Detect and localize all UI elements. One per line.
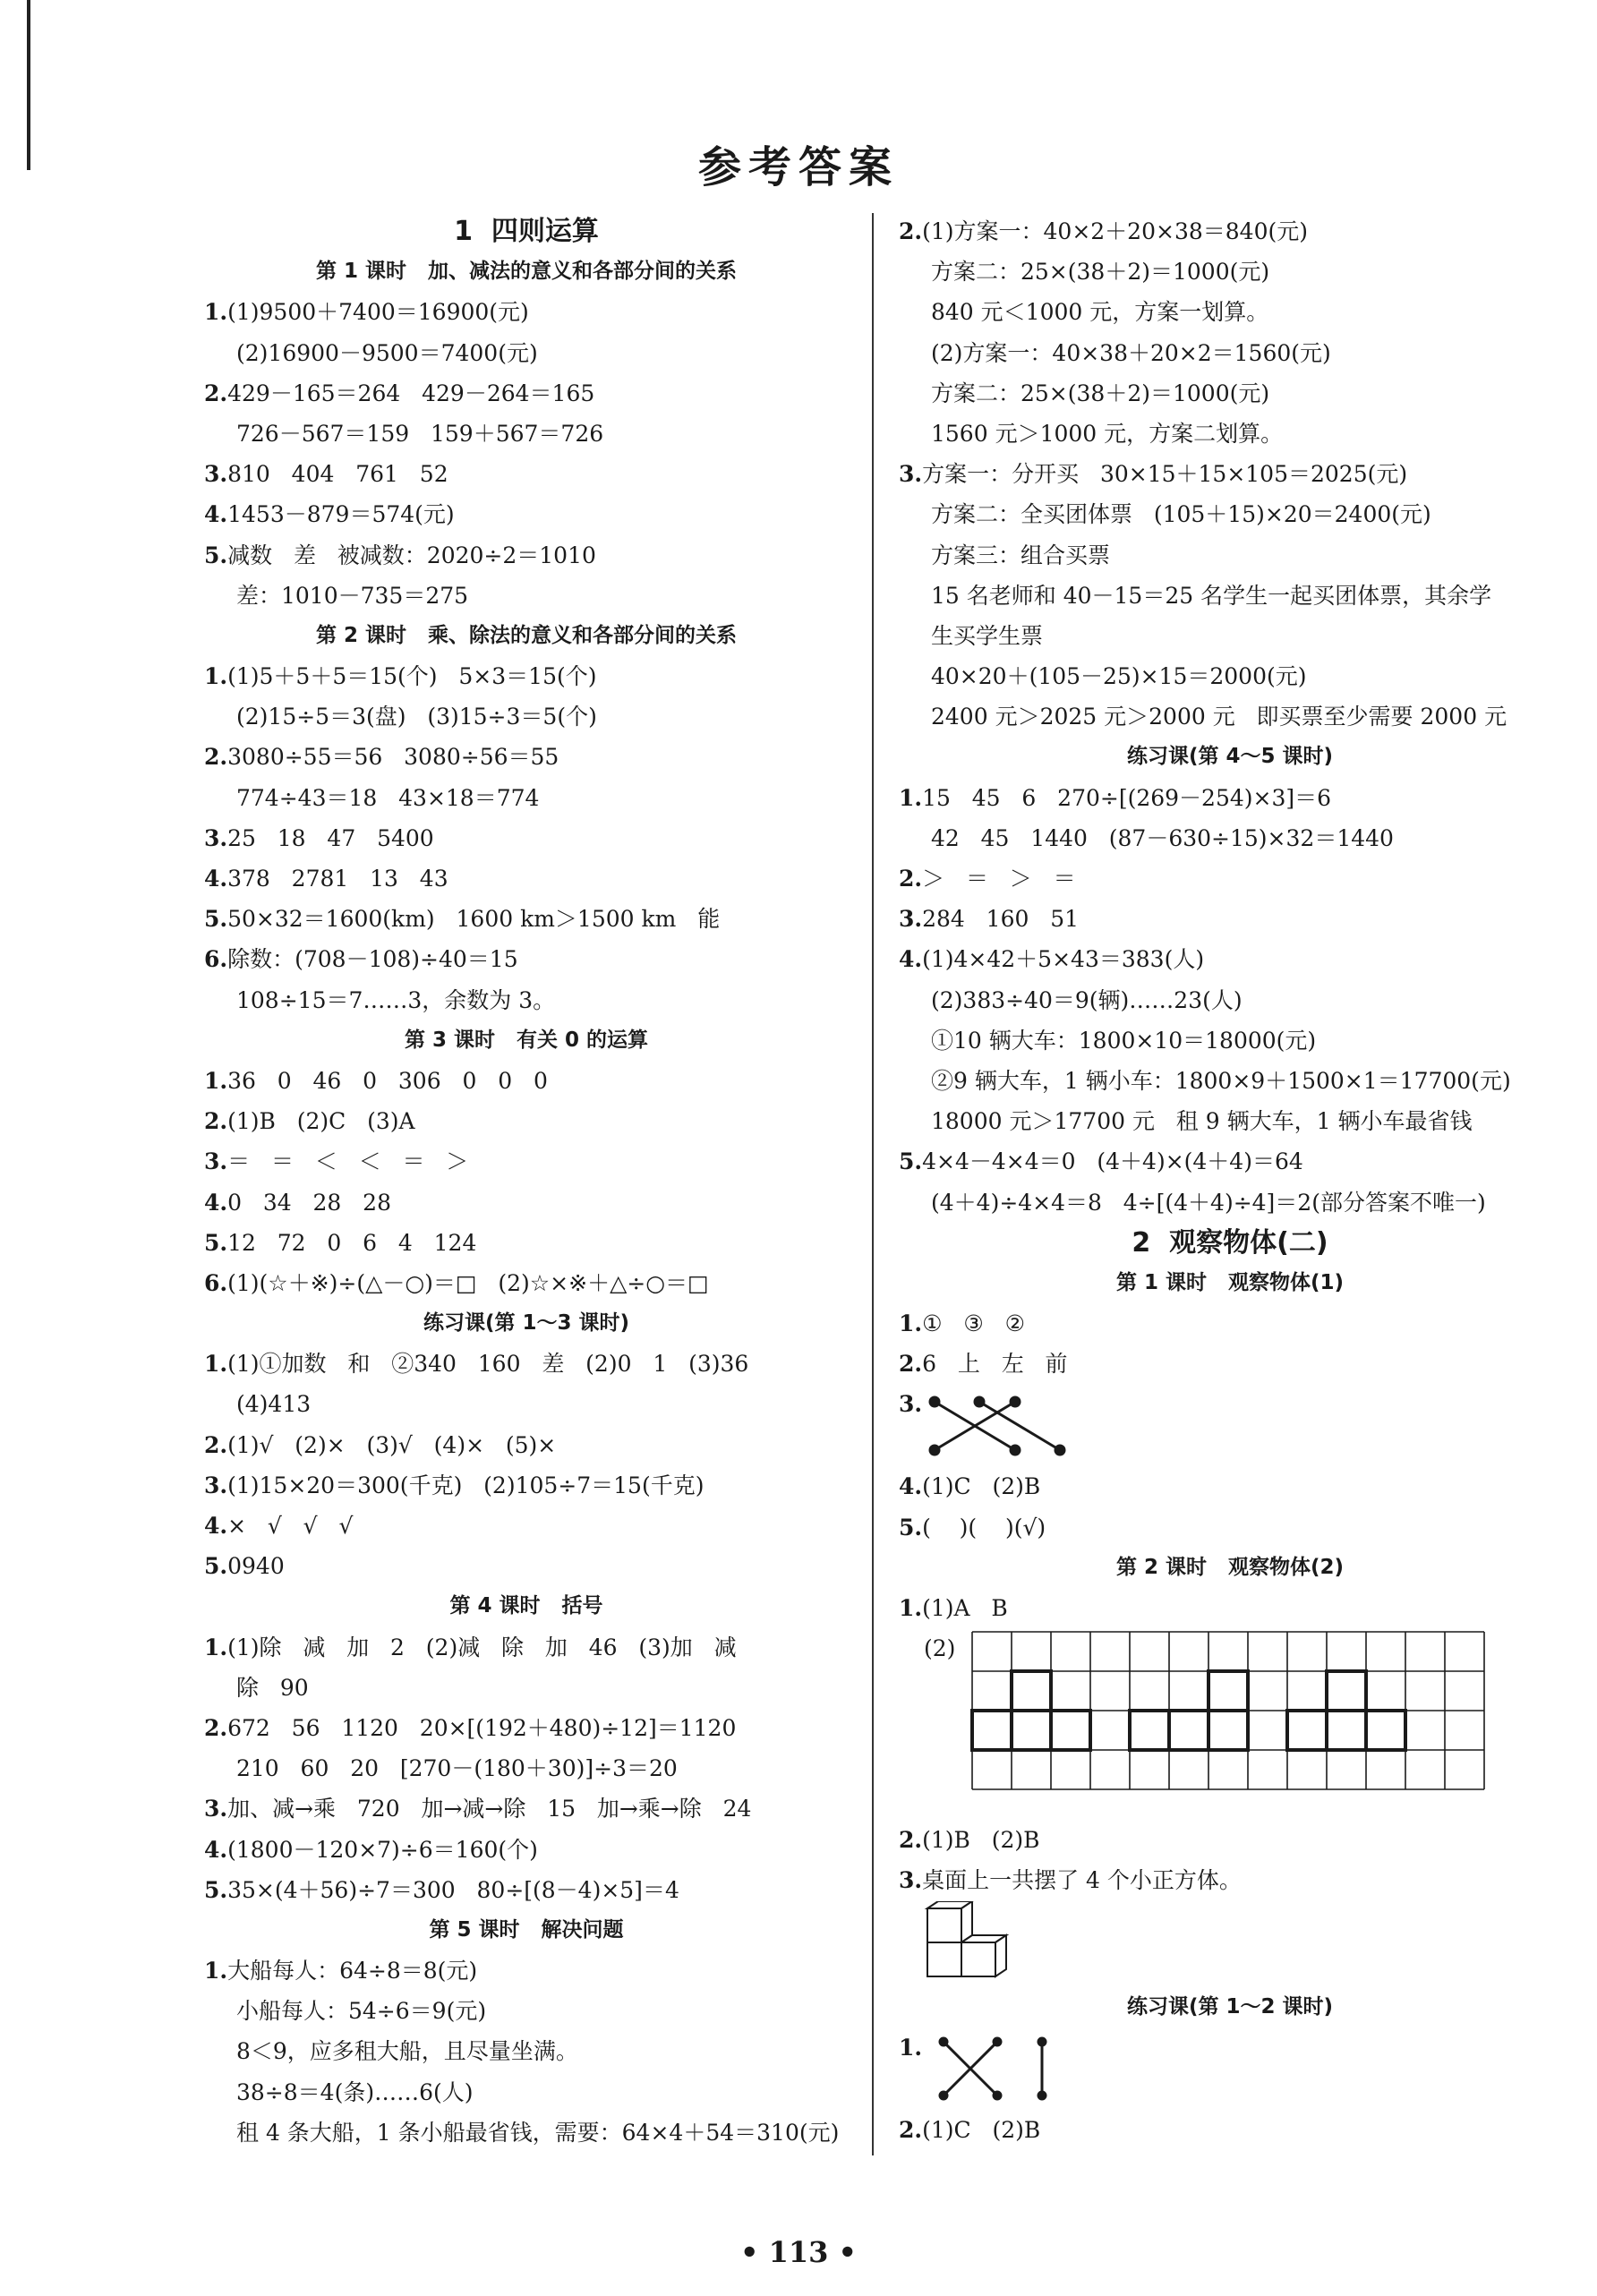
answer-text: (1)①加数 和 ②340 160 差 (2)0 1 (3)36 <box>227 1351 749 1378</box>
answer-line <box>899 454 1561 494</box>
answer-line <box>899 1860 1561 1900</box>
grid-figure-row <box>899 1628 1561 1820</box>
square-grid-figure <box>970 1628 1499 1820</box>
highlighted-square <box>1208 1711 1248 1750</box>
question-number: 1. <box>204 1958 228 1984</box>
answer-continuation: 840 元＜1000 元，方案一划算。 <box>931 299 1269 326</box>
answer-line <box>204 1788 849 1829</box>
answer-continuation: 42 45 1440 (87－630÷15)×32＝1440 <box>931 824 1394 851</box>
right-answer-list-b <box>899 1466 1561 1628</box>
question-number: 2. <box>899 1827 923 1854</box>
lesson-heading: 第 5 课时 解决问题 <box>429 1917 624 1942</box>
question-number: 5. <box>204 1229 228 1256</box>
answer-text: 6 上 左 前 <box>922 1351 1068 1378</box>
question-number: 2. <box>204 1108 228 1135</box>
figure-question-number: 3. <box>899 1391 923 1418</box>
answer-continuation: (4)413 <box>236 1391 312 1418</box>
question-number: 1. <box>899 1310 923 1337</box>
answer-text: ① ③ ② <box>922 1310 1026 1337</box>
answer-line <box>204 1223 849 1263</box>
highlighted-square <box>1287 1711 1327 1750</box>
answer-line <box>204 292 849 332</box>
question-number: 3. <box>204 1796 228 1822</box>
answer-line <box>204 373 849 414</box>
right-answer-list-c <box>899 1820 1561 1900</box>
page-number: • 113 • <box>740 2235 857 2269</box>
answer-text: (1)9500＋7400＝16900(元) <box>227 299 529 326</box>
answer-text: ＞ ＝ ＞ ＝ <box>922 866 1076 892</box>
answer-text: × √ √ √ <box>227 1513 354 1539</box>
answer-text: ＝ ＝ ＜ ＜ ＝ ＞ <box>227 1148 469 1175</box>
answer-continuation: 生买学生票 <box>931 622 1044 649</box>
lesson-heading: 第 2 课时 乘、除法的意义和各部分间的关系 <box>315 623 738 647</box>
question-number: 1. <box>204 1067 228 1094</box>
answer-text: 35×(4＋56)÷7＝300 80÷[(8－4)×5]＝4 <box>227 1876 679 1903</box>
answer-text: 0940 <box>227 1553 285 1580</box>
answer-text: (1)除 减 加 2 (2)减 除 加 46 (3)加 减 <box>227 1634 737 1660</box>
answer-continuation: 小船每人：54÷6＝9(元) <box>236 1998 487 2025</box>
answer-line <box>204 899 849 939</box>
answer-line <box>204 1141 849 1182</box>
question-number: 2. <box>899 1351 923 1378</box>
practice-question-number: 1. <box>899 2034 923 2061</box>
answer-text: (1)C (2)B <box>922 1473 1041 1500</box>
practice-lines-figure <box>935 2027 1114 2110</box>
answer-continuation: (2)16900－9500＝7400(元) <box>236 339 538 366</box>
question-number: 4. <box>204 1836 228 1863</box>
question-number: 1. <box>899 784 923 811</box>
lesson-heading: 第 1 课时 观察物体(1) <box>1115 1270 1345 1294</box>
answer-line <box>899 1588 1561 1628</box>
answer-continuation: 1560 元＞1000 元，方案二划算。 <box>931 420 1284 447</box>
question-number: 2. <box>204 380 228 406</box>
answer-text: 50×32＝1600(km) 1600 km＞1500 km 能 <box>227 906 721 933</box>
answer-text: 减数 差 被减数：2020÷2＝1010 <box>227 542 596 568</box>
question-number: 2. <box>204 1714 228 1741</box>
answer-line <box>204 1627 849 1668</box>
answer-text: (1)(☆＋※)÷(△－○)＝□ (2)☆×※＋△÷○＝□ <box>227 1269 709 1296</box>
question-number: 1. <box>204 1351 228 1378</box>
question-number: 3. <box>899 906 923 933</box>
answer-text: (1)5＋5＋5＝15(个) 5×3＝15(个) <box>227 663 597 690</box>
answer-line <box>899 1820 1561 1860</box>
answer-continuation: 726－567＝159 159＋567＝726 <box>236 420 604 447</box>
question-number: 1. <box>899 1595 923 1621</box>
highlighted-square <box>1208 1671 1248 1711</box>
question-number: 4. <box>899 946 923 973</box>
highlighted-square <box>1366 1711 1405 1750</box>
answer-text: 25 18 47 5400 <box>227 824 434 851</box>
answer-line <box>204 535 849 576</box>
question-number: 3. <box>204 824 228 851</box>
answer-line <box>204 1465 849 1506</box>
answer-continuation: 15 名老师和 40－15＝25 名学生一起买团体票，其余学 <box>931 582 1492 609</box>
question-number: 2. <box>899 866 923 892</box>
question-number: 6. <box>204 946 228 973</box>
lesson-heading: 第 4 课时 括号 <box>449 1594 603 1618</box>
answer-continuation: ①10 辆大车：1800×10＝18000(元) <box>931 1027 1317 1054</box>
answer-line <box>204 1263 849 1303</box>
cube-figure-row <box>899 1901 1561 1987</box>
answer-line <box>899 211 1561 252</box>
answer-continuation: (2)15÷5＝3(盘) (3)15÷3＝5(个) <box>236 704 597 730</box>
answer-continuation: 除 90 <box>236 1674 309 1701</box>
question-number: 4. <box>899 1473 923 1500</box>
answer-continuation: 差：1010－735＝275 <box>236 582 469 609</box>
answer-line <box>899 939 1561 979</box>
answer-continuation: 18000 元＞17700 元 租 9 辆大车，1 辆小车最省钱 <box>931 1108 1473 1135</box>
lesson-heading: 练习课(第 1～3 课时) <box>423 1311 630 1336</box>
answer-continuation: 方案二：全买团体票 (105＋15)×20＝2400(元) <box>931 501 1431 528</box>
left-answer-list <box>204 211 849 2153</box>
answer-line <box>204 1101 849 1141</box>
answer-text: 大船每人：64÷8＝8(元) <box>227 1958 478 1984</box>
column-divider <box>872 213 874 2155</box>
section-heading: 2 观察物体(二) <box>1132 1226 1328 1259</box>
answer-line <box>204 1344 849 1384</box>
answer-line <box>204 1506 849 1546</box>
answer-continuation: 38÷8＝4(条)……6(人) <box>236 2078 474 2105</box>
answer-continuation: (2)方案一：40×38＋20×2＝1560(元) <box>931 339 1331 366</box>
answer-line <box>204 656 849 696</box>
answer-continuation: 8＜9，应多租大船，且尽量坐满。 <box>236 2038 578 2065</box>
connection-figure-row <box>899 1384 1561 1466</box>
answer-line <box>204 1708 849 1748</box>
answer-text: 15 45 6 270÷[(269－254)×3]＝6 <box>922 784 1332 811</box>
answer-continuation: 方案三：组合买票 <box>931 542 1111 568</box>
answer-line <box>899 1344 1561 1384</box>
answer-line <box>204 1061 849 1101</box>
answer-line <box>204 1870 849 1910</box>
answer-text: 429－165＝264 429－264＝165 <box>227 380 595 406</box>
answer-text: 36 0 46 0 306 0 0 0 <box>227 1067 548 1094</box>
answer-text: 672 56 1120 20×[(192＋480)÷12]＝1120 <box>227 1714 737 1741</box>
answer-continuation: 租 4 条大船，1 条小船最省钱，需要：64×4＋54＝310(元) <box>236 2119 840 2146</box>
answer-text: 桌面上一共摆了 4 个小正方体。 <box>922 1867 1242 1894</box>
answer-line <box>899 1507 1561 1548</box>
question-number: 4. <box>204 501 228 528</box>
answer-line <box>899 899 1561 939</box>
answer-line <box>204 818 849 858</box>
question-number: 5. <box>204 1553 228 1580</box>
answer-line <box>899 1303 1561 1344</box>
answer-continuation: 210 60 20 [270－(180＋30)]÷3＝20 <box>236 1755 678 1782</box>
answer-line <box>204 1950 849 1991</box>
answer-text: ( )( )(√) <box>922 1514 1046 1541</box>
answer-line <box>204 1830 849 1870</box>
question-number: 5. <box>899 1148 923 1175</box>
question-number: 6. <box>204 1269 228 1296</box>
answer-continuation: ②9 辆大车，1 辆小车：1800×9＋1500×1＝17700(元) <box>931 1067 1511 1094</box>
answer-line <box>899 858 1561 899</box>
answer-text: 加、减→乘 720 加→减→除 15 加→乘→除 24 <box>227 1796 752 1822</box>
answer-text: 12 72 0 6 4 124 <box>227 1229 477 1256</box>
answer-text: (1800－120×7)÷6＝160(个) <box>227 1836 538 1863</box>
answer-continuation: 2400 元＞2025 元＞2000 元 即买票至少需要 2000 元 <box>931 704 1507 730</box>
question-number: 2. <box>899 218 923 244</box>
answer-line <box>204 1425 849 1465</box>
answer-text: 方案一：分开买 30×15＋15×105＝2025(元) <box>922 461 1408 488</box>
cubes-figure <box>924 1901 1049 1987</box>
answer-line <box>899 2110 1561 2150</box>
answer-text: 除数：(708－108)÷40＝15 <box>227 946 518 973</box>
answer-line <box>204 939 849 979</box>
answer-line <box>204 454 849 494</box>
answer-line <box>204 1182 849 1223</box>
answer-text: (1)√ (2)× (3)√ (4)× (5)× <box>227 1431 557 1458</box>
answer-text: 810 404 761 52 <box>227 461 448 488</box>
section-heading: 1 四则运算 <box>454 216 599 247</box>
answer-text: (1)4×42＋5×43＝383(人) <box>922 946 1205 973</box>
question-number: 4. <box>204 1513 228 1539</box>
highlighted-square <box>1327 1711 1366 1750</box>
question-number: 5. <box>899 1514 923 1541</box>
grid-figure-label: (2) <box>924 1635 956 1662</box>
answer-continuation: 方案二：25×(38＋2)＝1000(元) <box>931 259 1270 286</box>
answer-text: (1)15×20＝300(千克) (2)105÷7＝15(千克) <box>227 1472 705 1498</box>
lesson-heading: 第 2 课时 观察物体(2) <box>1115 1555 1345 1579</box>
answer-text: (1)A B <box>922 1595 1008 1621</box>
question-number: 3. <box>899 461 923 488</box>
answer-line <box>204 858 849 899</box>
answer-continuation: 774÷43＝18 43×18＝774 <box>236 784 540 811</box>
answer-text: 378 2781 13 43 <box>227 866 448 892</box>
answer-line <box>204 737 849 777</box>
question-number: 5. <box>204 1876 228 1903</box>
question-number: 3. <box>899 1867 923 1894</box>
answer-continuation: 方案二：25×(38＋2)＝1000(元) <box>931 380 1270 406</box>
answer-line <box>899 1141 1561 1182</box>
answer-line <box>204 494 849 534</box>
highlighted-square <box>1012 1671 1051 1711</box>
highlighted-square <box>1051 1711 1090 1750</box>
lesson-heading: 第 1 课时 加、减法的意义和各部分间的关系 <box>315 260 738 284</box>
answer-text: (1)C (2)B <box>922 2116 1041 2143</box>
answer-line <box>204 1546 849 1586</box>
highlighted-square <box>1012 1711 1051 1750</box>
question-number: 5. <box>204 906 228 933</box>
question-number: 5. <box>204 542 228 568</box>
question-number: 4. <box>204 866 228 892</box>
right-answer-list-a <box>899 211 1561 1384</box>
question-number: 1. <box>204 299 228 326</box>
answer-line <box>899 1466 1561 1506</box>
question-number: 3. <box>204 461 228 488</box>
lesson-heading: 练习课(第 1～2 课时) <box>1126 1994 1334 2019</box>
right-answer-list-d <box>899 1987 1561 2027</box>
highlighted-square <box>1327 1671 1366 1711</box>
answer-text: 3080÷55＝56 3080÷56＝55 <box>227 744 559 771</box>
question-number: 4. <box>204 1189 228 1216</box>
question-number: 2. <box>204 1431 228 1458</box>
answer-continuation: 40×20＋(105－25)×15＝2000(元) <box>931 663 1307 690</box>
highlighted-square <box>972 1711 1012 1750</box>
lesson-heading: 第 3 课时 有关 0 的运算 <box>404 1028 649 1052</box>
left-column <box>204 211 849 2153</box>
answer-continuation: (4＋4)÷4×4＝8 4÷[(4＋4)÷4]＝2(部分答案不唯一) <box>931 1189 1486 1216</box>
answer-continuation: 108÷15＝7……3，余数为 3。 <box>236 986 556 1013</box>
cross-lines-figure <box>926 1384 1140 1466</box>
answer-line <box>899 778 1561 818</box>
question-number: 1. <box>204 1634 228 1660</box>
right-column <box>899 211 1561 2150</box>
question-number: 2. <box>899 2116 923 2143</box>
answer-text: (1)方案一：40×2＋20×38＝840(元) <box>922 218 1308 244</box>
lesson-heading: 练习课(第 4～5 课时) <box>1126 745 1334 769</box>
page-title: 参考答案 <box>697 142 899 192</box>
highlighted-square <box>1130 1711 1169 1750</box>
answer-text: 0 34 28 28 <box>227 1189 391 1216</box>
question-number: 2. <box>204 744 228 771</box>
answer-text: 1453－879＝574(元) <box>227 501 455 528</box>
question-number: 3. <box>204 1148 228 1175</box>
right-answer-list-e <box>899 2110 1561 2150</box>
answer-continuation: (2)383÷40＝9(辆)……23(人) <box>931 986 1243 1013</box>
question-number: 1. <box>204 663 228 690</box>
practice-lines-figure-row <box>899 2027 1561 2110</box>
answer-text: 4×4－4×4＝0 (4＋4)×(4＋4)＝64 <box>922 1148 1303 1175</box>
highlighted-square <box>1169 1711 1208 1750</box>
answer-text: 284 160 51 <box>922 906 1080 933</box>
answer-text: (1)B (2)B <box>922 1827 1040 1854</box>
answer-text: (1)B (2)C (3)A <box>227 1108 415 1135</box>
question-number: 3. <box>204 1472 228 1498</box>
